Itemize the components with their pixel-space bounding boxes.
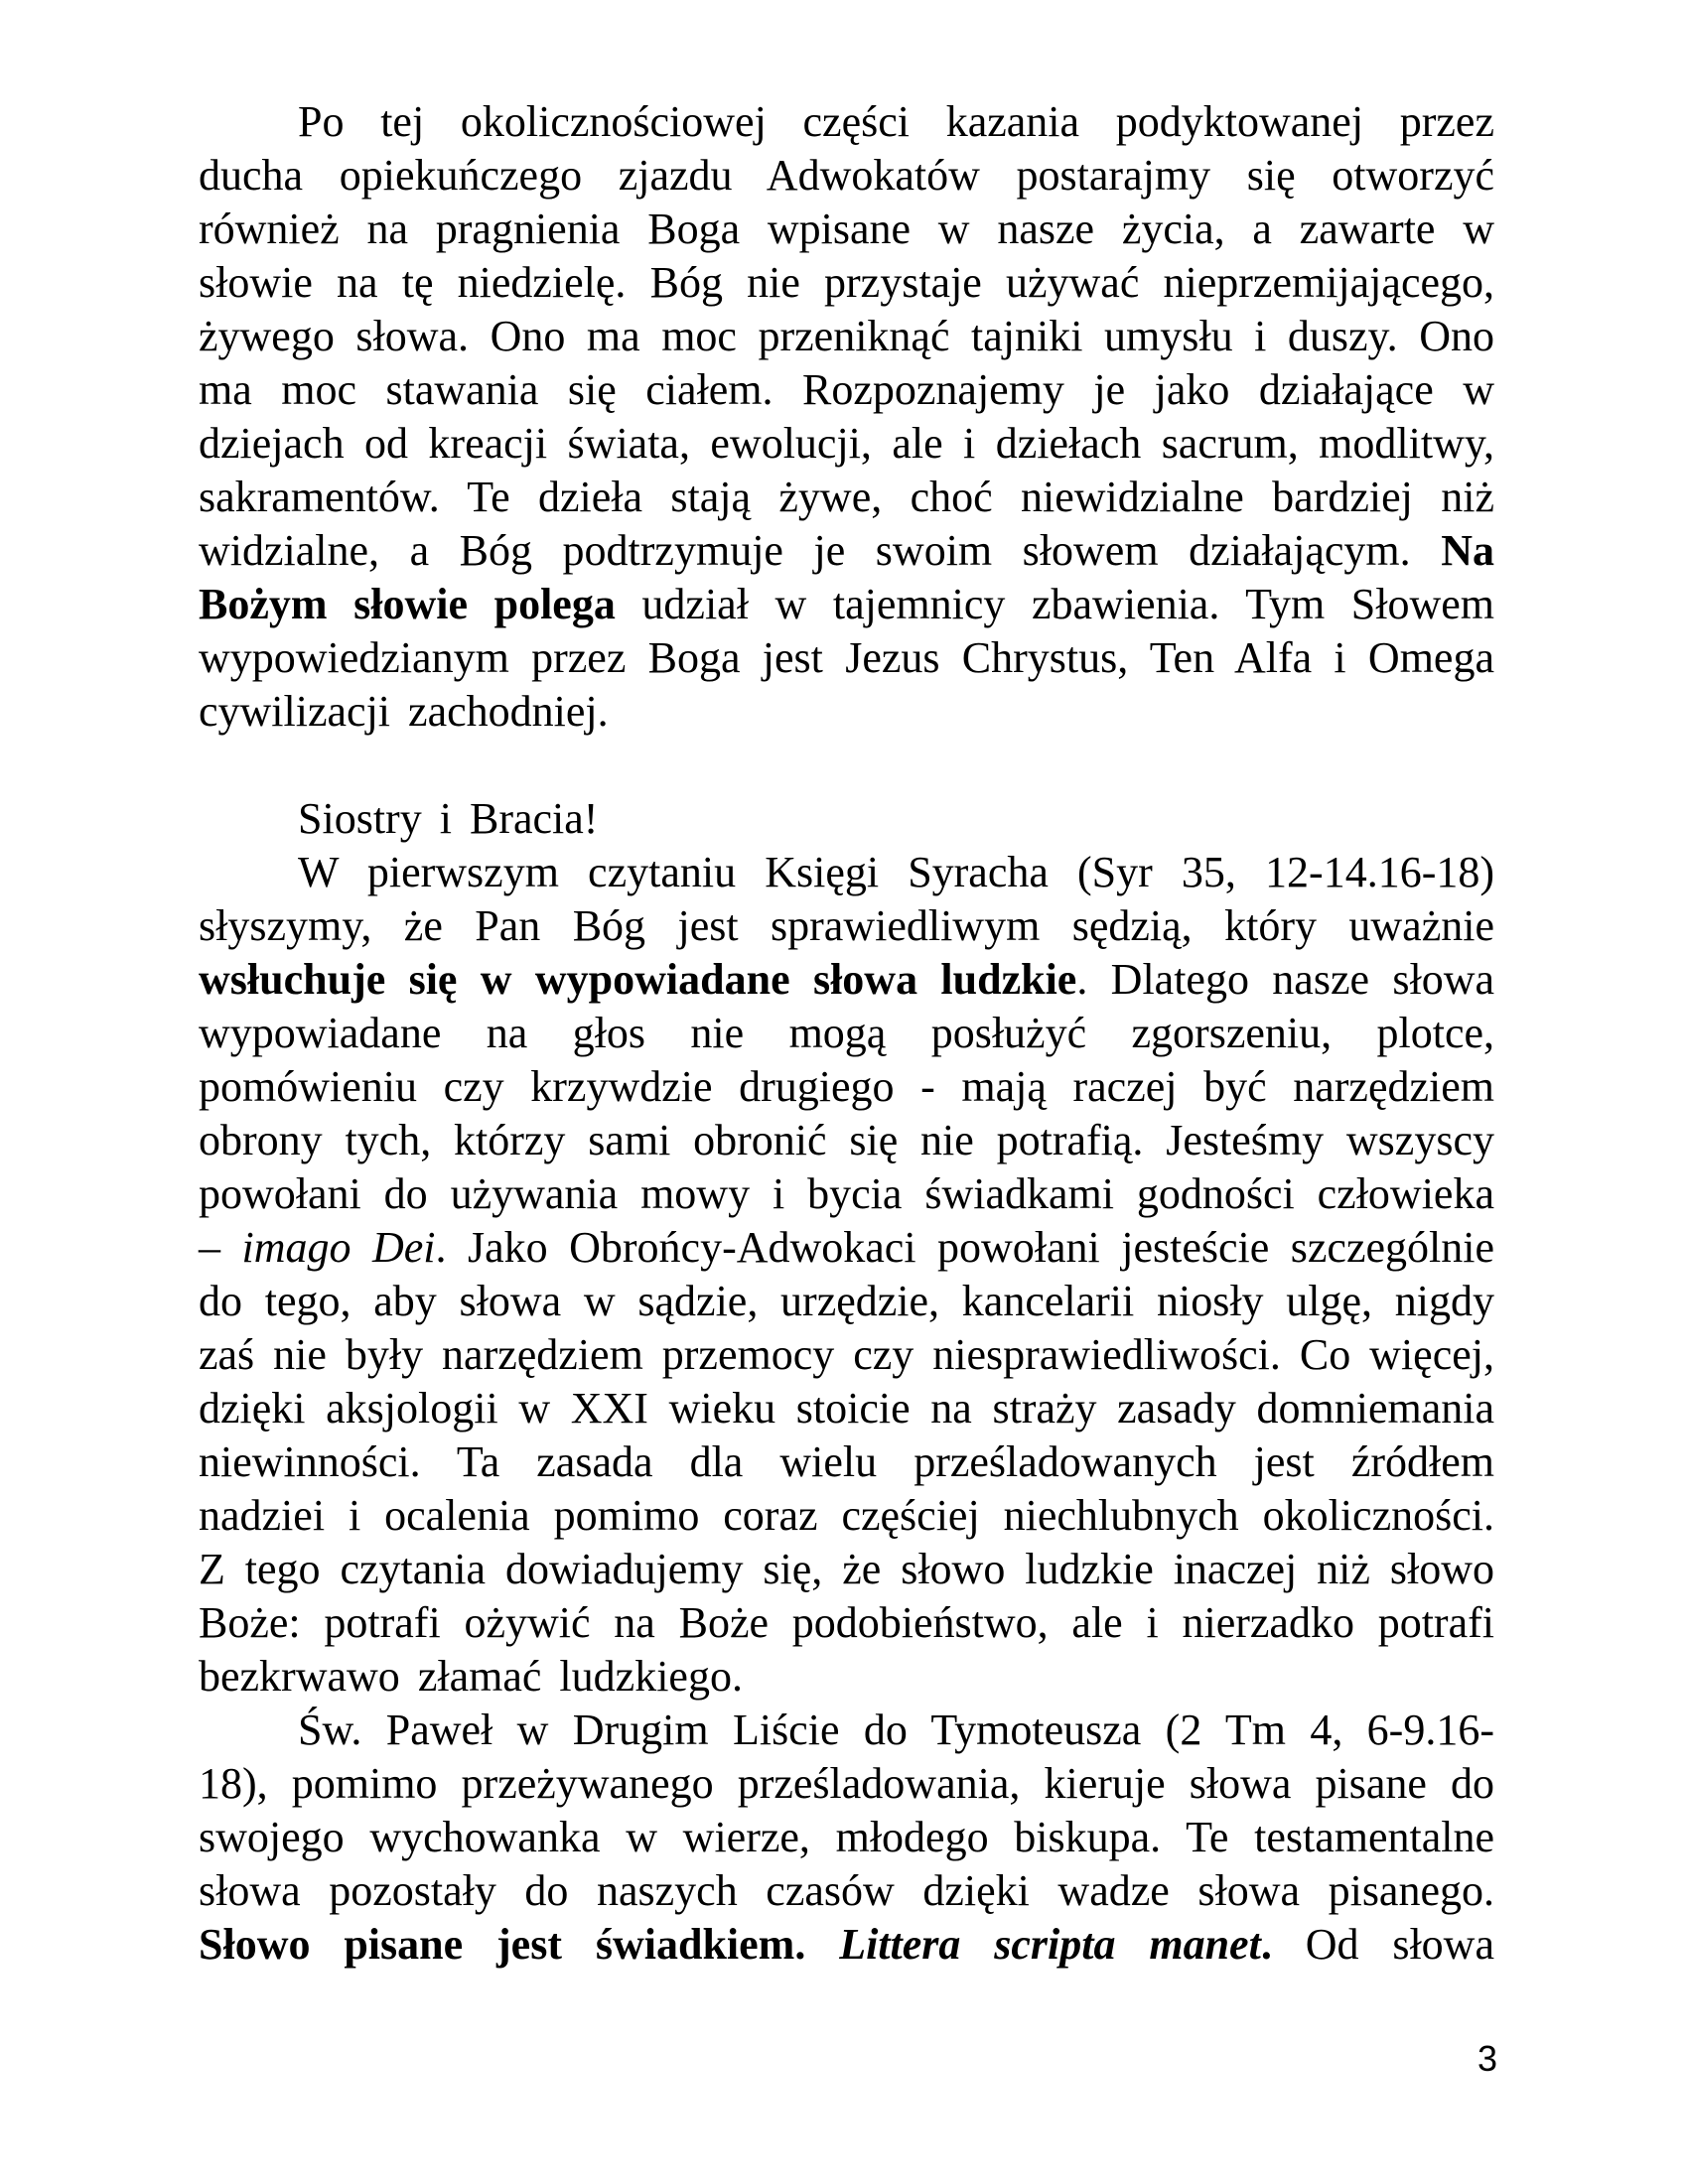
text-run: W pierwszym czytaniu Księgi Syracha (Syr 35, 12-14.16-18) słyszymy, że Pan Bóg jest sprawiedliwym sędzią, który uważnie — [199, 848, 1494, 950]
text-run: . Jako Obrońcy-Adwokaci powołani jesteście szczególnie do tego, aby słowa w sądzie, urzędzie, kancelarii niosły ulgę, nigdy zaś nie były narzędziem przemocy czy niesprawiedliwości. Co więcej, dzięki aksjologii w XXI wieku stoicie na straży zasady domniemania niewinności. Ta zasada dla wielu prześladowanych jest źródłem nadziei i ocalenia pomimo coraz częściej niechlubnych okoliczności. Z tego czytania dowiadujemy się, że słowo ludzkie inaczej niż słowo Boże: potrafi ożywić na Boże podobieństwo, ale i nierzadko potrafi bezkrwawo złamać ludzkiego. — [199, 1223, 1494, 1701]
text-run: . — [1260, 1920, 1272, 1969]
text-run: Św. Paweł w Drugim Liście do Tymoteusza (2 Tm 4, 6-9.16-18), pomimo przeżywanego prześladowania, kieruje słowa pisane do swojego wychowanka w wierze, młodego biskupa. Te testamentalne słowa pozostały do naszych czasów dzięki wadze słowa pisanego. — [199, 1706, 1494, 1915]
blank-line — [199, 739, 1494, 792]
text-run: Na Bożym słowie polega — [199, 526, 1494, 628]
paragraph — [199, 792, 1494, 846]
text-run: Po tej okolicznościowej części kazania podyktowanej przez ducha opiekuńczego zjazdu Adwokatów postarajmy się otworzyć również na pragnienia Boga wpisane w nasze życia, a zawarte w słowie na tę niedzielę. Bóg nie przystaje używać nieprzemijającego, żywego słowa. Ono ma moc przeniknąć tajniki umysłu i duszy. Ono ma moc stawania się ciałem. Rozpoznajemy je jako działające w dziejach od kreacji świata, ewolucji, ale i dziełach sacrum, modlitwy, sakramentów. Te dzieła stają żywe, choć niewidzialne bardziej niż widzialne, a Bóg podtrzymuje je swoim słowem działającym. — [199, 97, 1494, 575]
text-run: Siostry i Bracia! — [298, 794, 599, 843]
text-run: . Dlatego nasze słowa wypowiadane na głos nie mogą posłużyć zgorszeniu, plotce, pomówieniu czy krzywdzie drugiego - mają raczej być narzędziem obrony tych, którzy sami obronić się nie potrafią. Jesteśmy wszyscy powołani do używania mowy i bycia świadkami godności człowieka – — [199, 955, 1494, 1272]
text-run: wsłuchuje się w wypowiadane słowa ludzkie — [199, 955, 1077, 1004]
paragraph — [199, 846, 1494, 1704]
text-run: Słowo pisane jest świadkiem. — [199, 1920, 840, 1969]
paragraph — [199, 1704, 1494, 1972]
text-run: imago Dei — [241, 1223, 436, 1272]
text-run: udział w tajemnicy zbawienia. Tym Słowem wypowiedzianym przez Boga jest Jezus Chrystus, Ten Alfa i Omega cywilizacji zachodniej. — [199, 580, 1494, 736]
text-run: Littera scripta manet — [839, 1920, 1261, 1969]
page-number: 3 — [1477, 2038, 1497, 2079]
document-body — [199, 95, 1494, 1972]
text-run: Od słowa — [1271, 1920, 1494, 1969]
paragraph — [199, 95, 1494, 739]
